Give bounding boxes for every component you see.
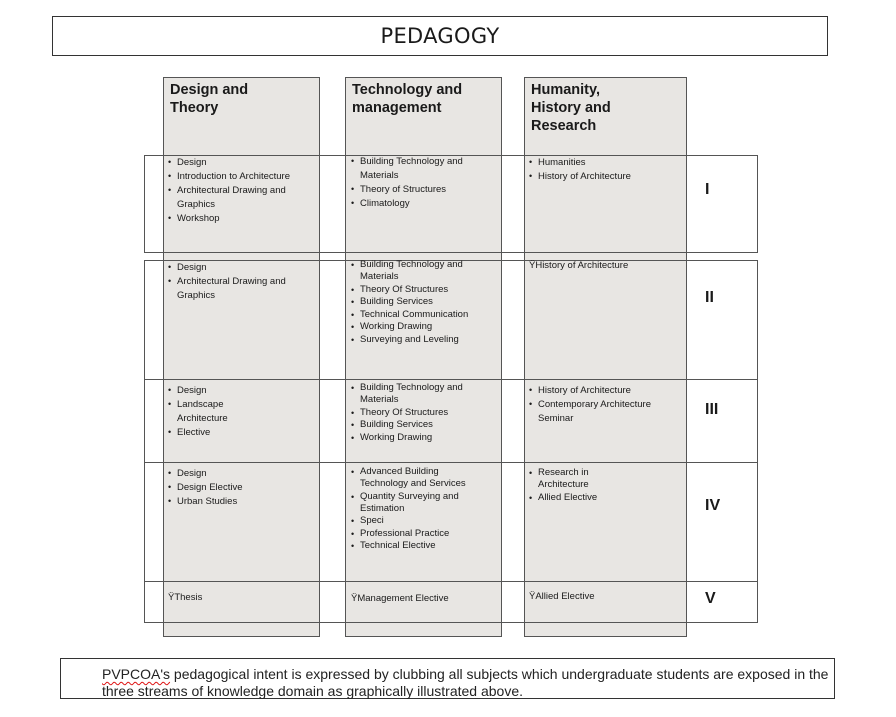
subject-cell [529,384,679,426]
subject-item: • Building Services [351,419,476,431]
subject-item: • Technical Elective [351,540,476,552]
subject-list [168,156,298,225]
subject-cell [351,592,501,606]
subject-item: • Theory Of Structures [351,407,476,419]
subject-item: • Speci [351,515,476,527]
subject-item: ŸThesis [168,592,203,603]
subject-cell [529,156,679,184]
subject-cell [168,261,298,303]
subject-list [351,259,476,346]
footer-text: pedagogical intent is expressed by clubbing all subjects which undergraduate students are exposed in the three streams of knowledge domain as graphically illustrated above. [102,666,829,699]
subject-cell [351,466,476,553]
subject-item: • Landscape Architecture [168,398,263,425]
subject-cell [529,467,609,504]
year-label-5: V [705,590,716,607]
subject-item: • Workshop [168,212,298,226]
column-heading: Technology and management [352,82,463,116]
subject-cell [168,156,298,226]
subject-item: • Design Elective [168,481,318,495]
subject-item: • Design [168,467,318,481]
subject-cell [168,591,318,605]
subject-list [351,466,476,552]
subject-item: • History of Architecture [529,170,679,184]
year-label-3: III [705,401,719,418]
subject-cell [351,155,476,211]
subject-item: ŸHistory of Architecture [529,260,629,271]
subject-item: • Advanced Building Technology and Services [351,466,476,490]
column-heading: Design and Theory [170,82,249,116]
subject-list [529,156,679,184]
subject-item: • Allied Elective [529,492,609,504]
page-title: PEDAGOGY [380,24,500,48]
subject-list [529,384,679,425]
subject-item: • Building Services [351,296,476,308]
subject-list [529,467,609,504]
subject-item: • Working Drawing [351,321,476,333]
subject-item: • Design [168,156,298,170]
subject-item: • Surveying and Leveling [351,334,476,346]
subject-item: • Architectural Drawing and Graphics [168,275,298,302]
subject-cell [168,384,263,440]
subject-list [529,590,679,604]
subject-item: • Contemporary Architecture Seminar [529,398,679,425]
year-label-2: II [705,289,714,306]
subject-item: • Professional Practice [351,528,476,540]
subject-item: • Theory Of Structures [351,284,476,296]
subject-list [168,384,263,439]
subject-item: ŸAllied Elective [529,591,595,602]
subject-item: • Urban Studies [168,495,318,509]
year-label-4: IV [705,497,721,514]
subject-list [351,592,501,606]
subject-list [168,261,298,302]
subject-item: • Architectural Drawing and Graphics [168,184,298,211]
subject-item: • History of Architecture [529,384,679,398]
year-label-1: I [705,181,710,198]
subject-item: • Technical Communication [351,309,476,321]
subject-item: • Building Technology and Materials [351,155,476,182]
page-title-box [52,16,828,56]
subject-item: • Elective [168,426,263,440]
subject-item: • Introduction to Architecture [168,170,298,184]
subject-list [168,467,318,509]
subject-item: • Humanities [529,156,679,170]
subject-cell [351,382,476,444]
subject-item: • Quantity Surveying and Estimation [351,491,476,515]
subject-item: • Research in Architecture [529,467,609,491]
column-heading: Humanity, History and Research [531,82,611,134]
subject-cell [351,259,476,346]
footer-note [60,658,835,699]
subject-list [351,155,476,210]
subject-item: • Building Technology and Materials [351,382,476,406]
subject-list [351,382,476,444]
subject-list [168,591,318,605]
subject-cell [529,590,679,604]
subject-item: • Working Drawing [351,432,476,444]
subject-item: • Theory of Structures [351,183,476,197]
subject-item: • Building Technology and Materials [351,259,476,283]
subject-item: ŸManagement Elective [351,593,449,604]
subject-list [529,259,679,273]
subject-cell [529,259,679,273]
footer-college-name: PVPCOA's [102,666,171,682]
subject-item: • Climatology [351,197,476,211]
subject-item: • Design [168,261,298,275]
subject-cell [168,467,318,509]
subject-item: • Design [168,384,263,398]
